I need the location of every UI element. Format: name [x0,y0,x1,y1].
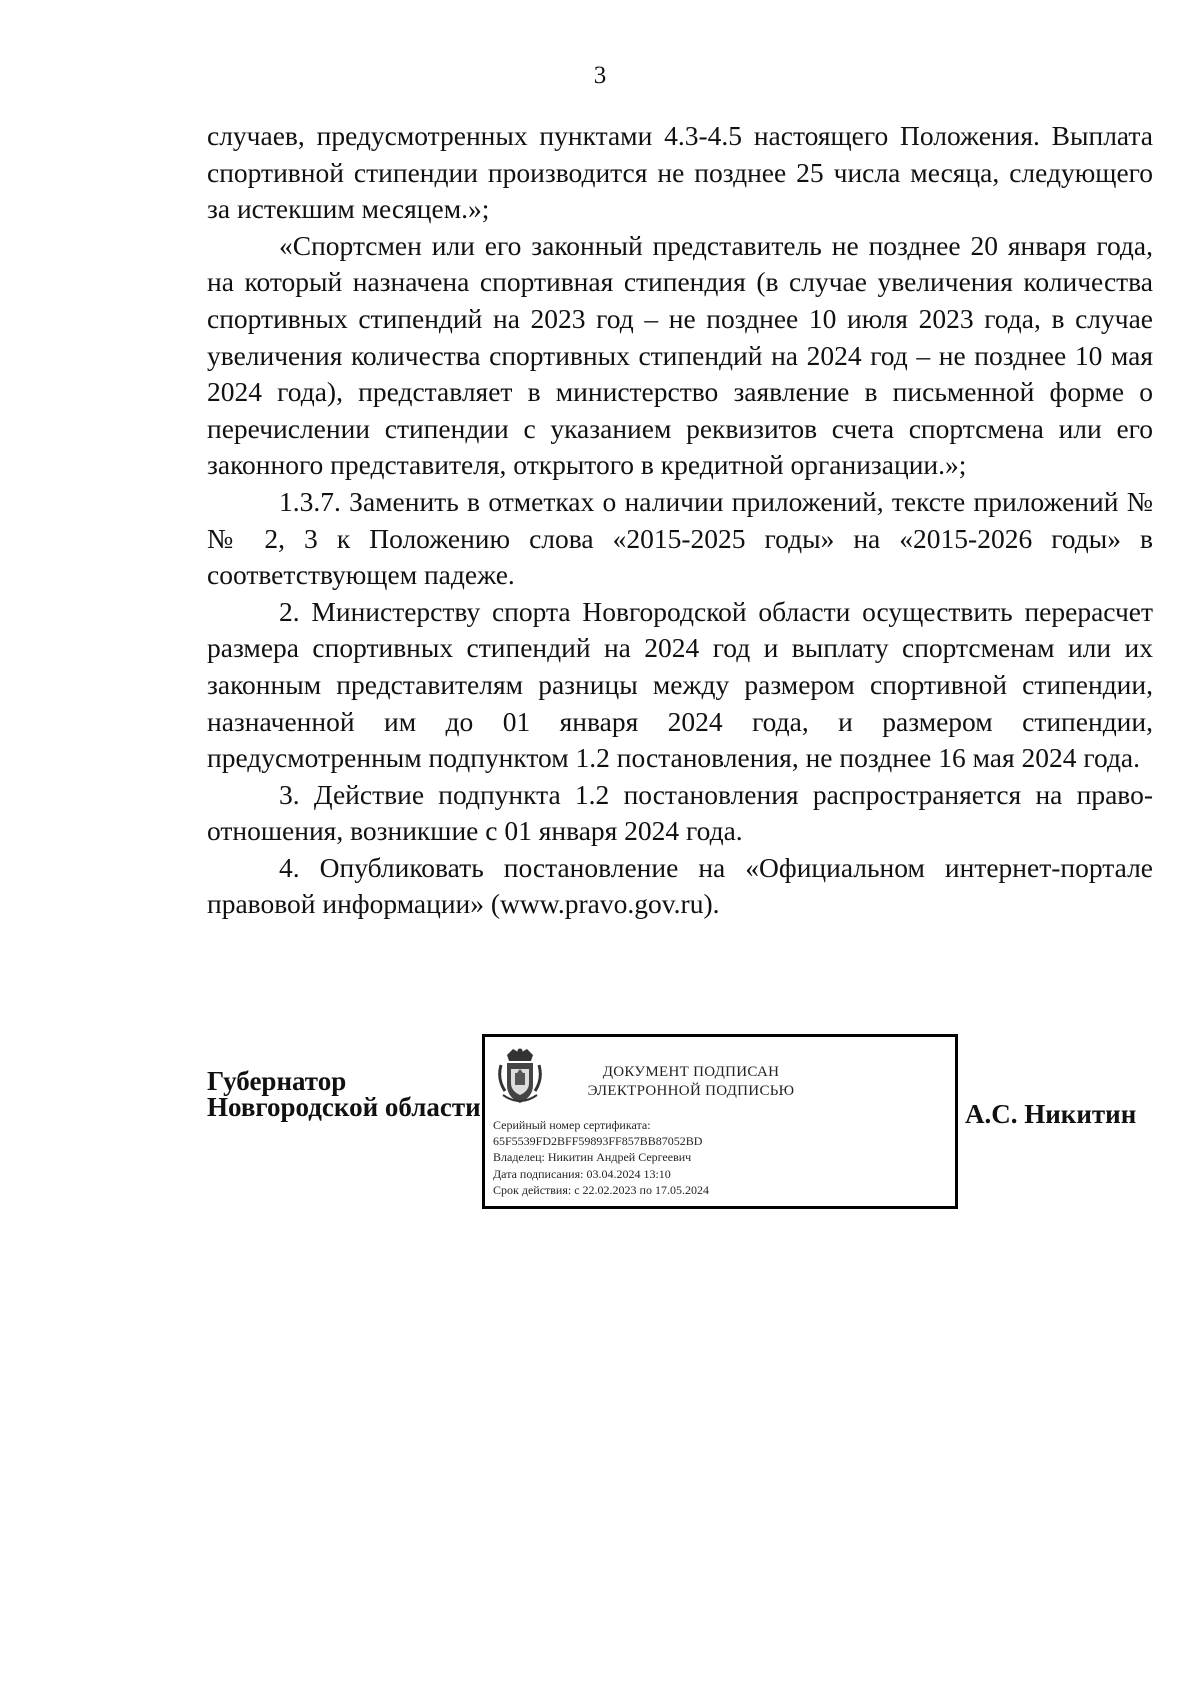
signature-block [0,1034,1200,1214]
signer-position [207,1068,481,1120]
electronic-signature-stamp [482,1034,958,1209]
paragraph-continuation: случаев, предусмотренных пунктами 4.3-4.5 настоящего Положения. Выплата спортивной стипендии производится не позднее 25 числа месяца, следующего за истекшим месяцем.»; [207,120,1153,225]
certificate-validity: Срок действия: с 22.02.2023 по 17.05.2024 [493,1182,709,1197]
coat-of-arms-icon [493,1045,547,1107]
paragraph-3: 3. Действие подпункта 1.2 постановления распространяется на право-отношения, возникшие с 01 января 2024 года. [207,778,1153,847]
stamp-title-line2: ЭЛЕКТРОННОЙ ПОДПИСЬЮ [587,1083,795,1099]
certificate-number: 65F5539FD2BFF59893FF857BB87052BD [493,1134,703,1149]
stamp-heading [561,1063,821,1101]
paragraph-athlete-application: «Спортсмен или его законный представитель не позднее 20 января года, на который назначена спортивная стипендия (в случае увеличения количества спортивных стипендий на 2023 год – не позднее 10 июля 2023 года, в случае увеличения количества спортивных стипендий на 2024 год – не позднее 10 мая 2024 года), представляет в министерство заявление в письменной форме о перечислении стипендии с указанием реквизитов счета спортсмена или его законного представителя, открытого в кредитной организации.»; [207,229,1153,481]
signer-position-line1: Губернатор [207,1066,347,1096]
signing-date: Дата подписания: 03.04.2024 13:10 [493,1166,671,1181]
stamp-title-line1: ДОКУМЕНТ ПОДПИСАН [602,1064,780,1080]
paragraph-2: 2. Министерству спорта Новгородской области осуществить перерасчет размера спортивных стипендий на 2024 год и выплату спортсменам или их законным представителям разницы между размером спортивной стипендии, назначенной им до 01 января 2024 года, и размером стипендии, предусмотренным подпунктом 1.2 постановления, не позднее 16 мая 2024 года. [207,595,1153,774]
signer-name: А.С. Никитин [965,1099,1137,1129]
paragraph-4: 4. Опубликовать постановление на «Официальном интернет-портале правовой информации» (www.pravo.gov.ru). [207,851,1153,920]
document-body [207,118,1153,923]
certificate-label: Серийный номер сертификата: [493,1118,651,1132]
certificate-owner: Владелец: Никитин Андрей Сергеевич [493,1150,692,1165]
page-number: 3 [593,62,607,89]
stamp-details [493,1117,953,1198]
signer-position-line2: Новгородской области [207,1092,481,1122]
paragraph-1-3-7: 1.3.7. Заменить в отметках о наличии приложений, тексте приложений №№ 2, 3 к Положению слова «2015-2025 годы» на «2015-2026 годы» в соответствующем падеже. [207,485,1153,591]
